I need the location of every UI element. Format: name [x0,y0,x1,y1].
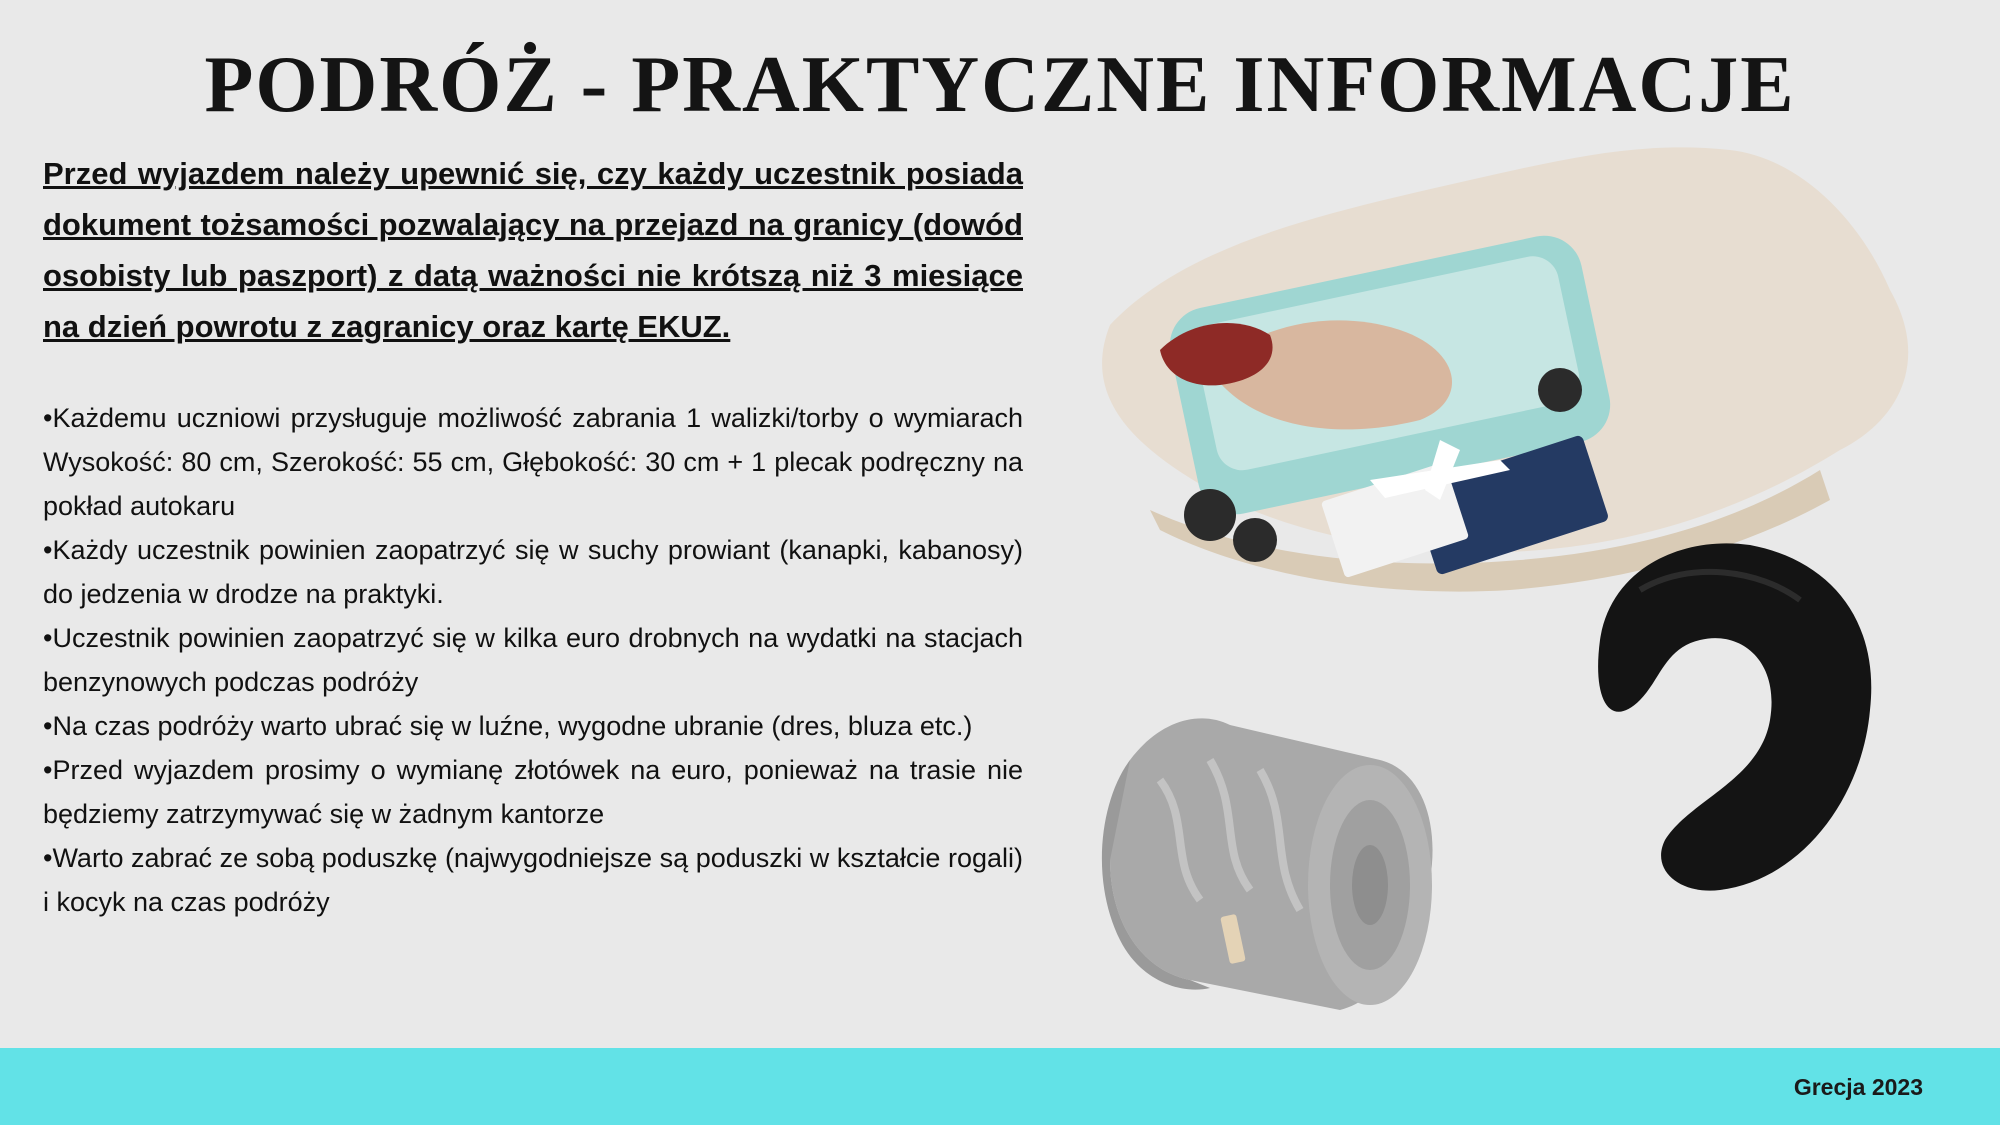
suitcase-photo [1102,147,1908,591]
list-item: • Każdy uczestnik powinien zaopatrzyć się w suchy prowiant (kanapki, kabanosy) do jedzenia w drodze na praktyki. [43,528,1023,616]
footer-bar [0,1048,2000,1125]
blanket-photo [1102,718,1433,1010]
travel-images [1040,120,1960,1040]
list-item: • Uczestnik powinien zaopatrzyć się w kilka euro drobnych na wydatki na stacjach benzynowych podczas podróży [43,616,1023,704]
lead-paragraph: Przed wyjazdem należy upewnić się, czy każdy uczestnik posiada dokument tożsamości pozwalający na przejazd na granicy (dowód osobisty lub paszport) z datą ważności nie krótszą niż 3 miesiące na dzień powrotu z zagranicy oraz kartę EKUZ. [43,156,1023,344]
list-item: • Na czas podróży warto ubrać się w luźne, wygodne ubranie (dres, bluza etc.) [43,704,1023,748]
list-item: • Każdemu uczniowi przysługuje możliwość zabrania 1 walizki/torby o wymiarach Wysokość: 80 cm, Szerokość: 55 cm, Głębokość: 30 cm + 1 plecak podręczny na pokład autokaru [43,396,1023,528]
list-item: • Warto zabrać ze sobą poduszkę (najwygodniejsze są poduszki w kształcie rogali) i kocyk na czas podróży [43,836,1023,924]
page-title: PODRÓŻ - PRAKTYCZNE INFORMACJE [204,41,1796,129]
footer-label: Grecja 2023 [1793,1074,1923,1100]
info-list [43,396,1023,924]
text-column [43,148,1023,924]
list-item: • Przed wyjazdem prosimy o wymianę złotówek na euro, ponieważ na trasie nie będziemy zatrzymywać się w żadnym kantorze [43,748,1023,836]
neck-pillow-photo [1598,543,1871,890]
